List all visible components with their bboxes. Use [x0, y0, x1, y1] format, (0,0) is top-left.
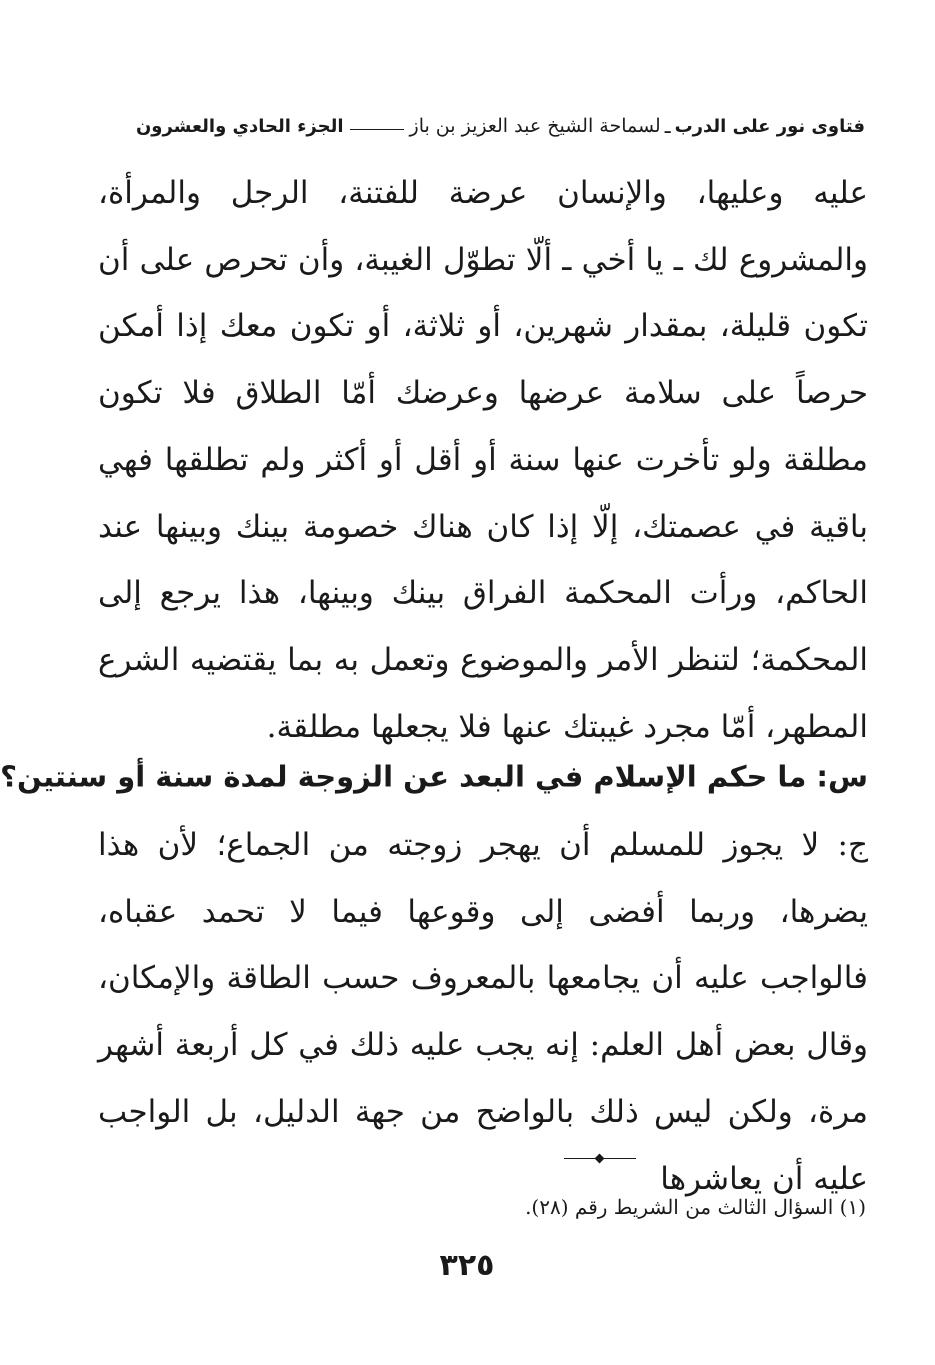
header-separator: ـ	[664, 114, 671, 138]
author-credit: لسماحة الشيخ عبد العزيز بن باز	[409, 115, 661, 137]
volume-part: الجزء الحادي والعشرون	[135, 115, 344, 137]
header-rule	[350, 129, 404, 130]
footnote: (١) السؤال الثالث من الشريط رقم (٢٨).	[525, 1195, 866, 1219]
question-heading	[0, 741, 868, 807]
page-number: ٣٢٥	[439, 1248, 495, 1283]
question-text: س: ما حكم الإسلام في البعد عن الزوجة لمدة سنة أو سنتين؟	[0, 759, 868, 794]
running-header	[100, 108, 865, 144]
book-title: فتاوى نور على الدرب	[674, 115, 865, 137]
answer-continued-paragraph: عليه وعليها، والإنسان عرضة للفتنة، الرجل والمرأة، والمشروع لك ـ يا أخي ـ ألّا تطوّل الغيبة، وأن تحرص على أن تكون قليلة، بمقدار شهرين، أو ثلاثة، أو تكون معك إذا أمكن حرصاً على سلامة عرضها وعرضك أمّا الطلاق فلا تكون مطلقة ولو تأخرت عنها سنة أو أقل أو أكثر ولم تطلقها فهي باقية في عصمتك، إلّا إذا كان هناك خصومة بينك وبينها عند الحاكم، ورأت المحكمة الفراق بينك وبينها، هذا يرجع إلى المحكمة؛ لتنظر الأمر والموضوع وتعمل به بما يقتضيه الشرع المطهر، أمّا مجرد غيبتك عنها فلا يجعلها مطلقة.	[98, 175, 868, 745]
answer-paragraph: ج: لا يجوز للمسلم أن يهجر زوجته من الجماع؛ لأن هذا يضرها، وربما أفضى إلى وقوعها فيما لا تحمد عقباه، فالواجب عليه أن يجامعها بالمعروف حسب الطاقة والإمكان، وقال بعض أهل العلم: إنه يجب عليه ذلك في كل أربعة أشهر مرة، ولكن ليس ذلك بالواضح من جهة الدليل، بل الواجب عليه أن يعاشرها	[98, 827, 868, 1197]
